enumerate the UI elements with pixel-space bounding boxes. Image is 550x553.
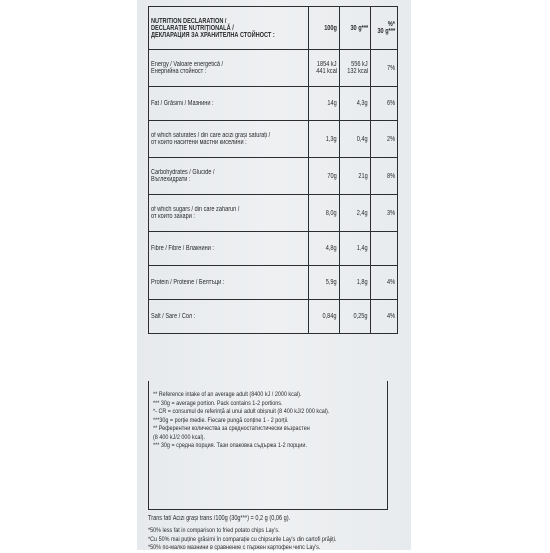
row-value-30g: 2,4g (339, 195, 370, 232)
row-value-100g: 1854 kJ 441 kcal (308, 50, 339, 87)
claim-line: *Cu 50% mai puține grăsimi în comparație cu chipsurile Lay's din cartofi prăjiți. (148, 535, 337, 543)
row-value-100g: 5,9g (308, 266, 339, 300)
table-row (149, 87, 398, 121)
row-percent: 3% (370, 195, 397, 232)
row-value-100g: 14g (308, 87, 339, 121)
footnote-line: ** Референтни количества за средностатистически възрастен (153, 425, 310, 432)
row-percent (370, 232, 397, 266)
row-value-30g: 0,4g (339, 121, 370, 158)
row-value-100g: 1,3g (308, 121, 339, 158)
row-name: Salt / Sare / Сол : (149, 300, 309, 334)
table-header-row (149, 7, 398, 50)
footnote-line: *** 30g = средна порция. Тази опаковка съдържа 1-2 порции. (153, 442, 307, 449)
row-value-30g: 0,25g (339, 300, 370, 334)
fat-claims (148, 527, 398, 553)
row-value-100g: 70g (308, 158, 339, 195)
table-row (149, 50, 398, 87)
header-100g: 100g (308, 7, 339, 50)
trans-fat-note: Trans fat/ Acizi grași trans /100g (30g***) = 0,2 g (0,06 g). (148, 515, 291, 522)
footnote-line: ** Reference intake of an average adult (8400 kJ / 2000 kcal). (153, 391, 302, 398)
row-name: Protein / Proteine / Белтъци : (149, 266, 309, 300)
row-percent: 4% (370, 266, 397, 300)
row-percent: 7% (370, 50, 397, 87)
row-name: Carbohydrates / Glucide / Въглехидрати : (149, 158, 309, 195)
footnote-line: (8 400 kJ/2 000 kcal). (153, 433, 205, 441)
row-value-30g: 4,3g (339, 87, 370, 121)
header-percent: %* 30 g*** (370, 7, 397, 50)
nutrition-table (148, 6, 398, 334)
row-percent: 8% (370, 158, 397, 195)
row-value-30g: 1,8g (339, 266, 370, 300)
row-percent: 4% (370, 300, 397, 334)
table-row (149, 195, 398, 232)
claim-line: *50% less fat in comparison to fried potato chips Lay's. (148, 527, 280, 534)
footnotes-box (148, 381, 388, 510)
row-name: of which sugars / din care zaharuri / от които захари : (149, 195, 309, 232)
row-value-100g: 8,0g (308, 195, 339, 232)
header-30g: 30 g*** (339, 7, 370, 50)
row-percent: 6% (370, 87, 397, 121)
row-name: Fibre / Fibre / Влакнини : (149, 232, 309, 266)
row-percent: 2% (370, 121, 397, 158)
footnote-line: *** 30g = average portion. Pack contains 1-2 portions. (153, 399, 283, 407)
row-name: of which saturates / din care acizi grași saturați / от които наситени мастни киселини : (149, 121, 309, 158)
table-row (149, 121, 398, 158)
footnote-line: *- CR = consumul de referință al unui adult obișnuit (8 400 kJ/2 000 kcal). (153, 408, 330, 415)
row-name: Energy / Valoare energetică / Енергийна стойност : (149, 50, 309, 87)
row-value-100g: 0,84g (308, 300, 339, 334)
header-name-line: NUTRITION DECLARATION / (151, 17, 227, 25)
claim-line: *50% по-малко мазнини в сравнение с пържен картофен чипс Lay's. (148, 544, 321, 551)
table-row (149, 158, 398, 195)
footnote-line: ***30g = porție medie. Fiecare pungă conține 1 - 2 porții. (153, 416, 289, 424)
header-name-cell (149, 7, 309, 50)
row-value-30g: 21g (339, 158, 370, 195)
header-name-line: DECLARAȚIE NUTRIȚIONALĂ / (151, 24, 234, 32)
table-row (149, 300, 398, 334)
row-value-30g: 556 kJ 132 kcal (339, 50, 370, 87)
row-value-30g: 1,4g (339, 232, 370, 266)
row-name: Fat / Grăsimi / Мазнини : (149, 87, 309, 121)
header-name-line: ДЕКЛАРАЦИЯ ЗА ХРАНИТЕЛНА СТОЙНОСТ : (151, 31, 275, 39)
row-value-100g: 4,8g (308, 232, 339, 266)
table-row (149, 266, 398, 300)
table-row (149, 232, 398, 266)
